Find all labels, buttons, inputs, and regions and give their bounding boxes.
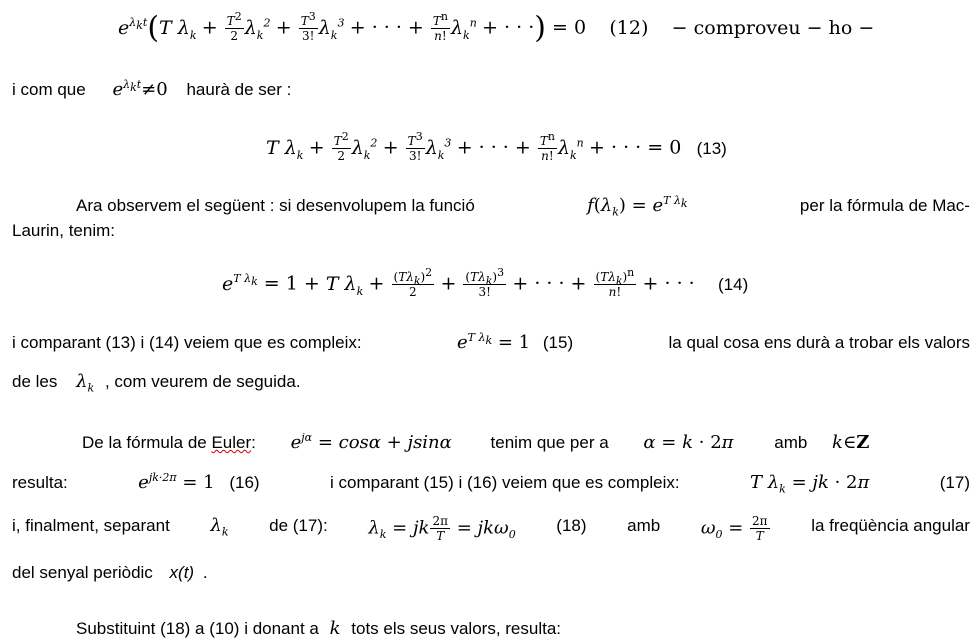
ara-text-1: Ara observem el següent : si desenvolupem la funció — [76, 196, 475, 215]
euler-name: Euler — [211, 433, 252, 452]
euler-text-8: amb — [627, 516, 661, 535]
nonzero-pre-text: i com que — [12, 80, 86, 99]
euler-text-6: i, finalment, separant — [12, 516, 170, 535]
comparant-text-2: la qual cosa ens durà a trobar els valors — [668, 333, 970, 352]
euler-text-11: . — [202, 563, 208, 582]
equation-label-12: (12) — [609, 16, 649, 39]
lambda-symbol: $\lambda_k$ — [76, 371, 95, 395]
ara-text-3: Laurin, tenim: — [12, 221, 115, 240]
signal-xt: x(t) — [169, 563, 195, 582]
paragraph-euler-line3 — [12, 514, 970, 543]
equation-16: $e^{jk\cdot 2\pi} = 1$ (16) — [138, 471, 260, 493]
euler-text-10: del senyal periòdic — [12, 563, 153, 582]
equation-label-18: (18) — [556, 516, 587, 535]
paragraph-ara-line1 — [76, 194, 970, 218]
subst-text-2: tots els seus valors, resulta: — [351, 619, 562, 638]
k-symbol: k — [329, 618, 341, 639]
nonzero-formula: $e^{\lambda_kt}\ne 0$ — [112, 78, 168, 100]
nonzero-post-text: haurà de ser : — [186, 80, 292, 99]
equation-label-17: (17) — [939, 473, 970, 492]
equation-18: $\lambda_k$ = jk $\frac{2\pi}{T}$ = jkω$_0$ — [368, 514, 516, 543]
subst-text-1: Substituint (18) a (10) i donant a — [76, 619, 319, 638]
euler-text-9: la freqüència angular — [811, 516, 970, 535]
euler-formula: $e^{j\alpha} = \cos\alpha + jsin\alpha$ — [290, 431, 452, 453]
euler-text-3: amb — [774, 433, 808, 452]
euler-text-2: tenim que per a — [490, 433, 609, 452]
euler-text-4: resulta: — [12, 473, 68, 492]
equation-12: $e^{\lambda_kt}(T$ $\lambda_k$ + $\frac{T^2}{2}$ $\lambda_k^2$ + $\frac{T^3}{3!}$ $\lambda_k^3$ + · · · + $\frac{T^n}{n!}$ $\lambda_k^n$ + · · ·) = 0 (12) − comproveu − ho − — [118, 10, 875, 46]
euler-text-7: de (17): — [269, 516, 328, 535]
lambda-symbol-2: $\lambda_k$ — [210, 515, 229, 539]
k-in-z: k∈Z — [832, 432, 870, 453]
euler-text-1: De la fórmula de — [82, 433, 212, 452]
equation-label-14: (14) — [718, 274, 749, 294]
omega-formula: $\omega_0$ = $\frac{2\pi}{T}$ — [700, 514, 768, 543]
paragraph-comparant-line1 — [12, 331, 970, 355]
equation-label-15: (15) — [542, 333, 574, 352]
equation-13: T $\lambda_k$ + $\frac{T^2}{2}$ $\lambda_k^2$ + $\frac{T^3}{3!}$ $\lambda_k^3$ + · · · + $\frac{T^n}{n!}$ $\lambda_k^n$ + · · · = 0 (13) — [266, 130, 727, 163]
euler-colon: : — [251, 433, 256, 452]
comparant-text-1: i comparant (13) i (14) veiem que es compleix: — [12, 333, 362, 352]
paragraph-euler-line2 — [12, 471, 970, 495]
paragraph-subst — [76, 617, 561, 641]
paragraph-euler-line1 — [82, 431, 970, 455]
nonzero-line — [12, 78, 291, 102]
paragraph-euler-line4 — [12, 561, 208, 585]
equation-note: − comproveu − ho − — [671, 16, 875, 39]
equation-14: $e^{T \lambda_k} = 1 + T$ $\lambda_k$ + $\frac{(T\lambda_k)^2}{2}$ + $\frac{(T\lambda_k)^3}{3!}$ + · · · + $\frac{(T\lambda_k)^n}{n!}$ + · · · (14) — [222, 266, 749, 299]
paragraph-comparant-line2 — [12, 370, 301, 394]
function-formula: $f(\lambda_k) = e^{T \lambda_k}$ — [587, 194, 688, 219]
equation-label-13: (13) — [696, 138, 727, 158]
alpha-formula: α = k · 2π — [643, 432, 734, 453]
equation-17: T $\lambda_k$ = jk · 2π — [750, 472, 870, 496]
equation-15: $e^{T \lambda_k} = 1$ (15) — [457, 331, 574, 353]
euler-text-5: i comparant (15) i (16) veiem que es compleix: — [330, 473, 680, 492]
comparant-text-3: de les — [12, 372, 58, 391]
comparant-text-4: , com veurem de seguida. — [104, 372, 301, 391]
equation-label-16: (16) — [229, 473, 260, 492]
ara-text-2: per la fórmula de Mac- — [799, 196, 970, 215]
